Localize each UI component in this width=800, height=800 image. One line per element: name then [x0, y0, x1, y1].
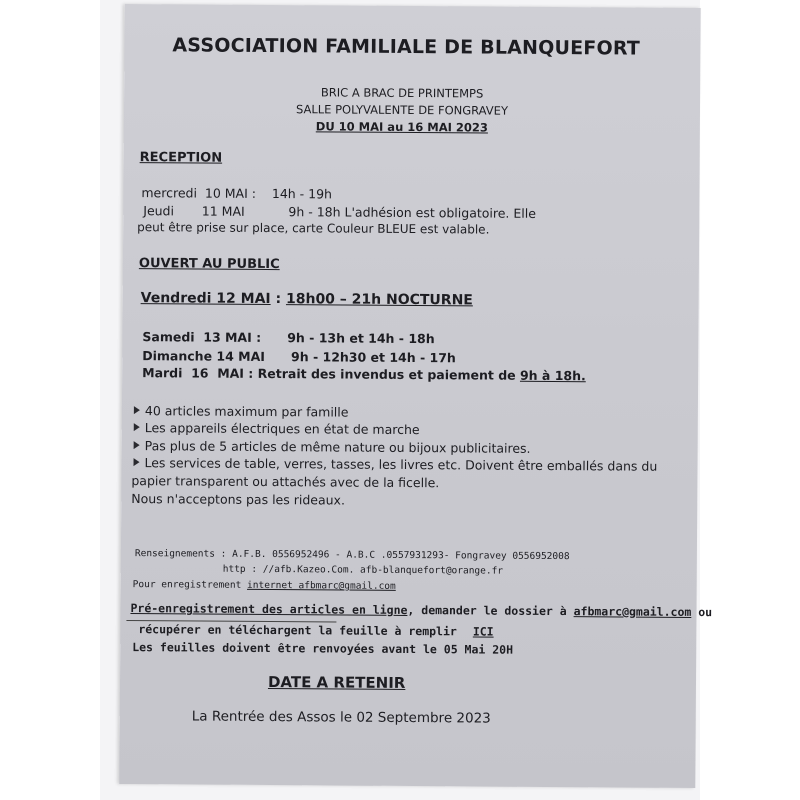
triangle-bullet-icon: [134, 423, 140, 431]
deadline-line: Les feuilles doivent être renvoyées avant le 05 Mai 20H: [132, 640, 514, 657]
event-name: BRIC A BRAC DE PRINTEMPS: [320, 85, 484, 101]
rule-item: [134, 420, 420, 437]
reception-wednesday: mercredi 10 MAI : 14h - 19h: [141, 185, 333, 202]
preregistration-link: Pré-enregistrement des articles en ligne: [130, 601, 408, 617]
download-line: [138, 622, 493, 638]
rentree-event: La Rentrée des Assos le 02 Septembre 2023: [191, 708, 491, 727]
friday-separator: :: [270, 291, 287, 308]
rule-text: Les services de table, verres, tasses, les livres etc. Doivent être emballés dans du: [144, 455, 658, 474]
rule-continuation: papier transparent ou attachés avec de la ficelle.: [131, 473, 440, 491]
tuesday-schedule: [142, 365, 586, 383]
registration-label: Pour enregistrement: [132, 579, 248, 591]
triangle-bullet-icon: [134, 458, 140, 466]
rule-curtains: Nous n'acceptons pas les rideaux.: [131, 491, 345, 508]
triangle-bullet-icon: [134, 406, 140, 414]
rule-item: [134, 438, 531, 456]
rule-text: Les appareils électriques en état de marche: [144, 420, 420, 438]
website-line: http : //afb.Kazeo.Com. afb-blanquefort@orange.fr: [222, 563, 504, 577]
reception-thursday: Jeudi 11 MAI 9h - 18h L'adhésion est obligatoire. Elle: [143, 203, 537, 221]
saturday-schedule: Samedi 13 MAI : 9h - 13h et 14h - 18h: [142, 329, 435, 347]
rule-text: 40 articles maximum par famille: [144, 403, 349, 420]
ici-link: ICI: [472, 624, 494, 639]
friday-day: Vendredi 12 MAI: [140, 290, 271, 308]
tuesday-text: Mardi 16 MAI : Retrait des invendus et paiement de: [142, 365, 521, 383]
event-dates: DU 10 MAI au 16 MAI 2023: [315, 119, 488, 135]
tuesday-hours: 9h à 18h.: [519, 367, 586, 384]
flyer-poster: [119, 4, 713, 788]
rule-item: [134, 403, 349, 419]
rule-item: [133, 455, 657, 474]
reception-heading: RECEPTION: [139, 150, 223, 166]
preregistration-email: afbmarc@gmail.com: [573, 604, 692, 619]
friday-schedule: [141, 290, 473, 308]
registration-line: [133, 579, 396, 592]
friday-time: 18h00 – 21h NOCTURNE: [285, 291, 473, 309]
preregistration-end: ou: [691, 604, 713, 620]
event-venue: SALLE POLYVALENTE DE FONGRAVEY: [295, 102, 509, 118]
public-heading: OUVERT AU PUBLIC: [138, 256, 280, 273]
date-heading: DATE A RETENIR: [267, 673, 406, 692]
preregistration-text: , demander le dossier à: [407, 602, 574, 619]
registration-email: internet afbmarc@gmail.com: [247, 579, 396, 592]
triangle-bullet-icon: [134, 441, 140, 449]
download-text: récupérer en téléchargent la feuille à remplir: [138, 622, 457, 639]
sunday-schedule: Dimanche 14 MAI 9h - 12h30 et 14h - 17h: [142, 348, 456, 366]
reception-card-note: peut être prise sur place, carte Couleur BLEUE est valable.: [137, 220, 490, 237]
rule-text: Pas plus de 5 articles de même nature ou bijoux publicitaires.: [144, 438, 531, 456]
preregistration-line: [130, 601, 712, 619]
poster-title: ASSOCIATION FAMILIALE DE BLANQUEFORT: [172, 34, 641, 60]
contacts-line: Renseignements : A.F.B. 0556952496 - A.B.C .0557931293- Fongravey 0556952008: [134, 548, 570, 563]
